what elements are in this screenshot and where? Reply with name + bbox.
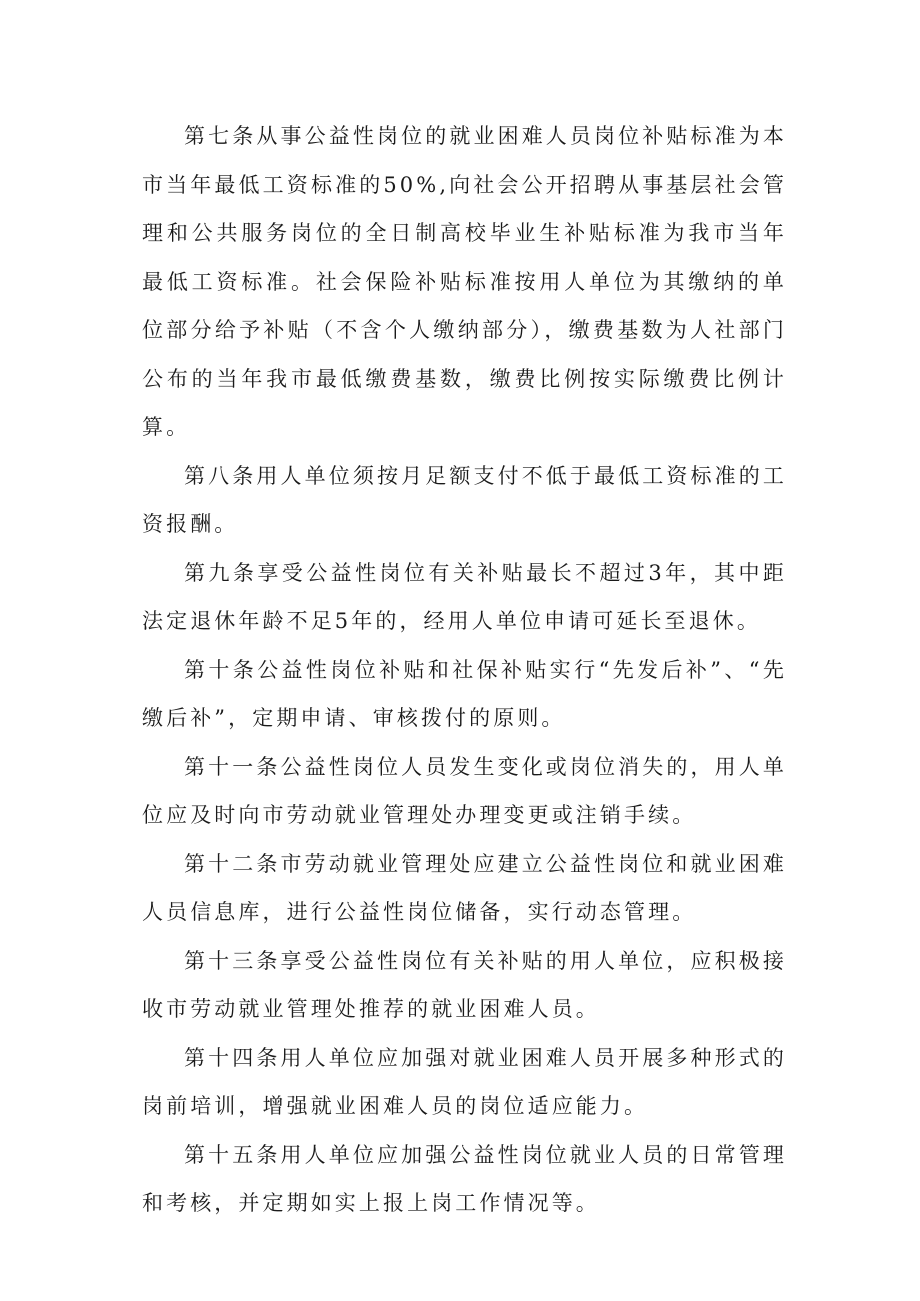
article-9-paragraph: 第九条享受公益性岗位有关补贴最长不超过3年，其中距法定退休年龄不足5年的，经用人单位申请可延长至退休。 xyxy=(142,560,787,633)
article-8-paragraph: 第八条用人单位须按月足额支付不低于最低工资标准的工资报酬。 xyxy=(142,463,787,536)
article-10-paragraph: 第十条公益性岗位补贴和社保补贴实行“先发后补”、“先缴后补”，定期申请、审核拨付的原则。 xyxy=(142,657,787,730)
article-11-paragraph: 第十一条公益性岗位人员发生变化或岗位消失的，用人单位应及时向市劳动就业管理处办理变更或注销手续。 xyxy=(142,754,787,827)
article-15-paragraph: 第十五条用人单位应加强公益性岗位就业人员的日常管理和考核，并定期如实上报上岗工作情况等。 xyxy=(142,1142,787,1215)
article-12-paragraph: 第十二条市劳动就业管理处应建立公益性岗位和就业困难人员信息库，进行公益性岗位储备，实行动态管理。 xyxy=(142,851,787,924)
article-13-paragraph: 第十三条享受公益性岗位有关补贴的用人单位，应积极接收市劳动就业管理处推荐的就业困难人员。 xyxy=(142,948,787,1021)
article-7-paragraph: 第七条从事公益性岗位的就业困难人员岗位补贴标准为本市当年最低工资标准的50%,向社会公开招聘从事基层社会管理和公共服务岗位的全日制高校毕业生补贴标准为我市当年最低工资标准。社会保险补贴标准按用人单位为其缴纳的单位部分给予补贴（不含个人缴纳部分），缴费基数为人社部门公布的当年我市最低缴费基数，缴费比例按实际缴费比例计算。 xyxy=(142,124,787,439)
document-body xyxy=(142,112,787,1228)
article-14-paragraph: 第十四条用人单位应加强对就业困难人员开展多种形式的岗前培训，增强就业困难人员的岗位适应能力。 xyxy=(142,1045,787,1118)
